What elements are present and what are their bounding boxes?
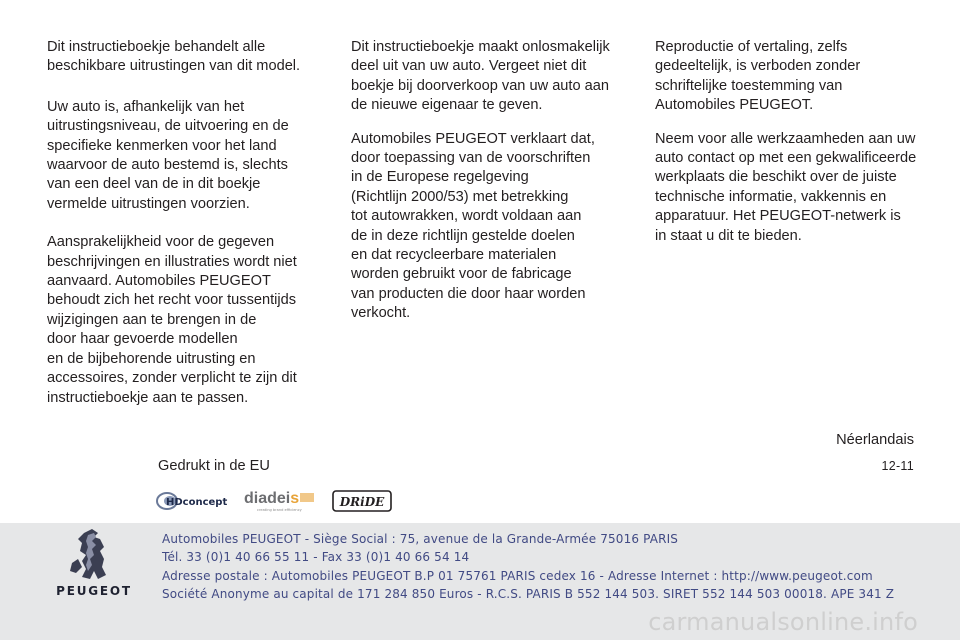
peugeot-lion-icon (64, 527, 116, 583)
printed-in-label: Gedrukt in de EU (158, 458, 270, 474)
text-column-3 (655, 38, 935, 246)
paragraph: Dit instructieboekje behandelt alle beschikbare uitrustingen van dit model. (47, 39, 301, 75)
paragraph: Automobiles PEUGEOT verklaart dat, door toepassing van de voorschriften in de Europese regelgeving (Richtlijn 2000/53) met betrekking tot autowrakken, wordt voldaan aan de in deze richtlijn gestelde doelen en dat recycleerbare materialen worden gebruikt voor de fabricage van producten die door haar worden verkocht. (351, 130, 595, 322)
text-column-1 (47, 38, 317, 408)
footer-line: Adresse postale : Automobiles PEUGEOT B.P 01 75761 PARIS cedex 16 - Adresse Internet : http://www.peugeot.com (162, 568, 873, 583)
diadeis-logo-accent: s (290, 490, 300, 507)
paragraph: Reproductie of vertaling, zelfs gedeeltelijk, is verboden zonder schriftelijke toestemming van Automobiles PEUGEOT. (655, 39, 861, 114)
svg-text:diadeis (244, 490, 299, 507)
footer-line: Tél. 33 (0)1 40 66 55 11 - Fax 33 (0)1 40 66 54 14 (162, 550, 470, 565)
watermark-text: carmanualsonline.info (648, 608, 918, 636)
diadeis-logo-text: diadei (244, 490, 291, 507)
footer-line: Automobiles PEUGEOT - Siège Social : 75, avenue de la Grande-Armée 75016 PARIS (162, 532, 679, 546)
language-label: Néerlandais (836, 432, 914, 448)
diadeis-logo-tagline: creating brand efficiency (257, 508, 302, 512)
edition-code: 12-11 (881, 459, 914, 473)
diadeis-logo-icon (244, 487, 316, 515)
company-address-block (162, 530, 894, 603)
hd-concept-logo-icon (156, 487, 228, 515)
hd-concept-logo-text: HDconcept (166, 497, 228, 508)
footer-line: Société Anonyme au capital de 171 284 850 Euros - R.C.S. PARIS B 552 144 503. SIRET 552 144 503 00018. APE 341 Z (162, 586, 895, 601)
paragraph: Dit instructieboekje maakt onlosmakelijk deel uit van uw auto. Vergeet niet dit boekje bij doorverkoop van uw auto aan de nieuwe eigenaar te geven. (351, 39, 610, 114)
text-column-2 (351, 38, 626, 324)
paragraph: Aansprakelijkheid voor de gegeven beschrijvingen en illustraties wordt niet aanvaard. Automobiles PEUGEOT behoudt zich het recht voor tussentijds wijzigingen aan te brengen in de door haar gevoerde modellen en de bijbehorende uitrusting en accessoires, zonder verplicht te zijn dit instructieboekje aan te passen. (47, 234, 297, 406)
paragraph: Neem voor alle werkzaamheden aan uw auto contact op met een gekwalificeerde werkplaats die beschikt over de juiste technische informatie, vakkennis en apparatuur. Het PEUGEOT-netwerk is in staat u dit te bieden. (655, 130, 917, 244)
paragraph: Uw auto is, afhankelijk van het uitrustingsniveau, de uitvoering en de specifieke kenmerken voor het land waarvoor de auto bestemd is, slechts van een deel van de in dit boekje vermelde uitrustingen voorzien. (47, 98, 289, 212)
dride-logo-icon (332, 487, 392, 515)
dride-logo-text: DRiDE (339, 495, 385, 509)
peugeot-brand-name: PEUGEOT (56, 584, 132, 598)
